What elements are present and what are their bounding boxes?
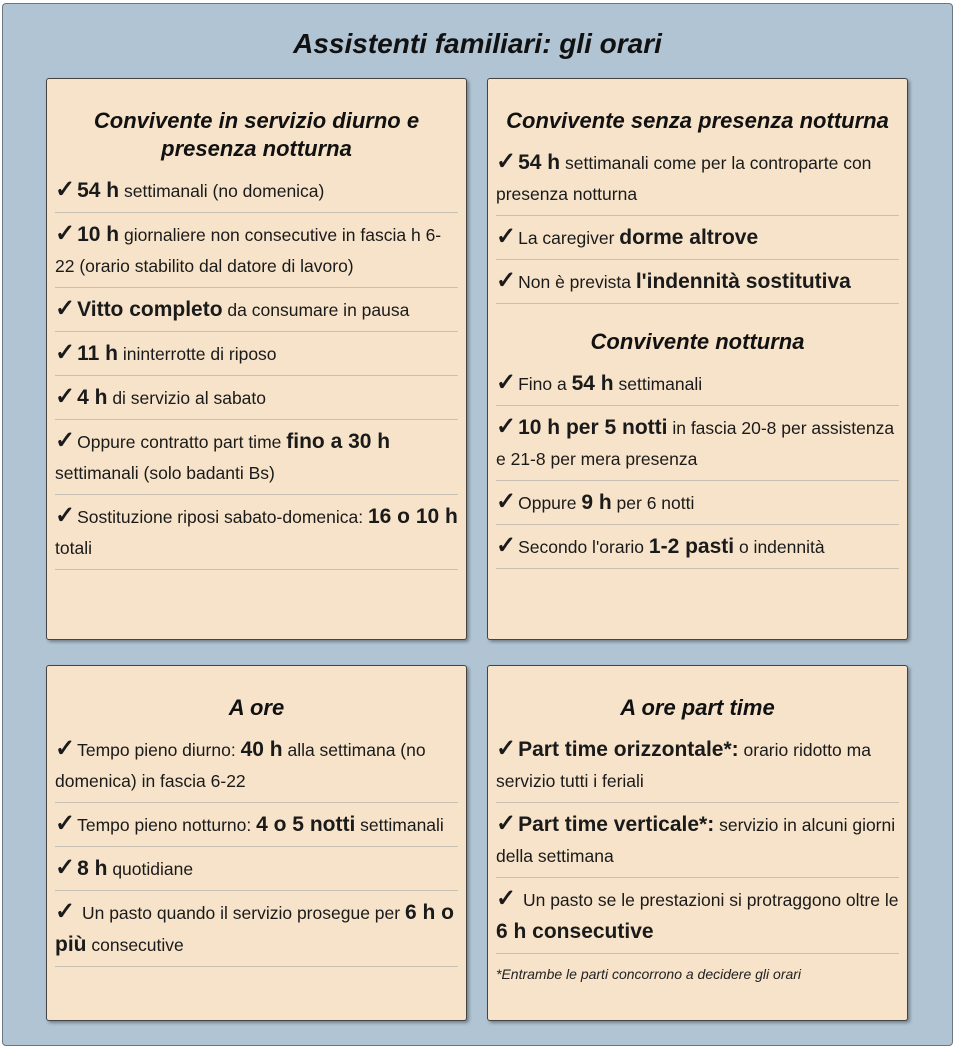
list-item bbox=[496, 481, 899, 525]
list-item bbox=[55, 376, 458, 420]
check-icon: ✓ bbox=[55, 810, 76, 837]
item-emphasis: Part time verticale*: bbox=[518, 813, 715, 836]
item-emphasis: 54 h bbox=[571, 372, 614, 395]
item-text: Tempo pieno notturno: bbox=[77, 815, 257, 835]
list-item bbox=[496, 406, 899, 481]
item-emphasis: fino a 30 h bbox=[286, 430, 391, 453]
list-item bbox=[496, 525, 899, 569]
item-list bbox=[55, 728, 458, 967]
panel-subtitle: Convivente notturna bbox=[590, 329, 805, 354]
check-icon: ✓ bbox=[496, 488, 517, 515]
panel-title: Convivente in servizio diurno e presenza notturna bbox=[93, 108, 420, 161]
list-item bbox=[55, 169, 458, 213]
check-icon: ✓ bbox=[55, 898, 76, 925]
item-emphasis: 6 h o più bbox=[55, 901, 454, 956]
item-list bbox=[496, 141, 899, 304]
list-item bbox=[496, 803, 899, 878]
item-emphasis: 6 h consecutive bbox=[496, 920, 654, 943]
item-emphasis: 10 h bbox=[77, 223, 120, 246]
page-title: Assistenti familiari: gli orari bbox=[293, 28, 662, 59]
item-text: servizio in alcuni giorni della settimana bbox=[496, 815, 896, 866]
item-emphasis: 4 h bbox=[77, 386, 108, 409]
check-icon: ✓ bbox=[55, 339, 76, 366]
list-item bbox=[55, 891, 458, 967]
panel-a-ore bbox=[46, 665, 467, 1021]
item-text: quotidiane bbox=[107, 859, 194, 879]
item-text: Oppure contratto part time bbox=[77, 432, 287, 452]
list-item bbox=[55, 803, 458, 847]
item-text: settimanali bbox=[613, 374, 703, 394]
check-icon: ✓ bbox=[496, 369, 517, 396]
panel-title: Convivente senza presenza notturna bbox=[506, 108, 889, 133]
item-text: giornaliere non consecutive in fascia h 6-22 (orario stabilito dal datore di lavoro) bbox=[55, 225, 442, 276]
item-text: Un pasto se le prestazioni si protraggono oltre le bbox=[518, 890, 899, 910]
item-text: in fascia 20-8 per assistenza e 21-8 per mera presenza bbox=[496, 418, 895, 469]
list-item bbox=[496, 216, 899, 260]
item-text: Tempo pieno diurno: bbox=[77, 740, 241, 760]
list-item bbox=[496, 878, 899, 954]
item-text: Non è prevista bbox=[518, 272, 636, 292]
item-emphasis: Part time orizzontale*: bbox=[518, 738, 739, 761]
item-emphasis: 16 o 10 h bbox=[367, 505, 458, 528]
item-emphasis: 54 h bbox=[518, 151, 561, 174]
item-emphasis: 1-2 pasti bbox=[648, 535, 735, 558]
footnote: *Entrambe le parti concorrono a decidere gli orari bbox=[496, 966, 802, 982]
panel-convivente-senza-notte bbox=[487, 78, 908, 640]
item-text: settimanali bbox=[355, 815, 444, 835]
item-text: Oppure bbox=[518, 493, 582, 513]
list-item bbox=[55, 847, 458, 891]
panel-title: A ore bbox=[228, 695, 285, 720]
check-icon: ✓ bbox=[55, 176, 76, 203]
item-emphasis: 40 h bbox=[240, 738, 283, 761]
item-emphasis: l'indennità sostitutiva bbox=[635, 270, 851, 293]
check-icon: ✓ bbox=[55, 854, 76, 881]
item-emphasis: 54 h bbox=[77, 179, 120, 202]
item-text: settimanali (solo badanti Bs) bbox=[55, 463, 275, 483]
item-list bbox=[55, 169, 458, 570]
item-text: alla settimana (no domenica) in fascia 6-22 bbox=[55, 740, 426, 791]
list-item bbox=[55, 288, 458, 332]
item-text: ininterrotte di riposo bbox=[117, 344, 277, 364]
list-item bbox=[55, 728, 458, 803]
list-item bbox=[55, 332, 458, 376]
item-list bbox=[496, 362, 899, 569]
check-icon: ✓ bbox=[496, 267, 517, 294]
check-icon: ✓ bbox=[496, 885, 517, 912]
item-text: Un pasto quando il servizio prosegue per bbox=[77, 903, 405, 923]
list-item bbox=[55, 213, 458, 288]
check-icon: ✓ bbox=[55, 383, 76, 410]
check-icon: ✓ bbox=[55, 427, 76, 454]
check-icon: ✓ bbox=[496, 532, 517, 559]
item-text: settimanali (no domenica) bbox=[119, 181, 325, 201]
list-item bbox=[496, 728, 899, 803]
item-text: o indennità bbox=[734, 537, 825, 557]
item-emphasis: 11 h bbox=[77, 342, 118, 365]
item-text: La caregiver bbox=[518, 228, 620, 248]
item-text: Sostituzione riposi sabato-domenica: bbox=[77, 507, 368, 527]
check-icon: ✓ bbox=[55, 735, 76, 762]
item-text: consecutive bbox=[86, 935, 184, 955]
list-item bbox=[55, 420, 458, 495]
item-emphasis: Vitto completo bbox=[77, 298, 223, 321]
check-icon: ✓ bbox=[496, 735, 517, 762]
check-icon: ✓ bbox=[55, 220, 76, 247]
item-text: totali bbox=[55, 538, 92, 558]
list-item bbox=[496, 260, 899, 304]
item-text: settimanali come per la controparte con presenza notturna bbox=[496, 153, 872, 204]
item-emphasis: dorme altrove bbox=[619, 226, 759, 249]
item-text: da consumare in pausa bbox=[222, 300, 410, 320]
panel-a-ore-part-time bbox=[487, 665, 908, 1021]
check-icon: ✓ bbox=[55, 502, 76, 529]
panel-title: A ore part time bbox=[620, 695, 775, 720]
check-icon: ✓ bbox=[496, 148, 517, 175]
item-emphasis: 10 h per 5 notti bbox=[518, 416, 668, 439]
check-icon: ✓ bbox=[496, 810, 517, 837]
check-icon: ✓ bbox=[496, 413, 517, 440]
item-text: Fino a bbox=[518, 374, 572, 394]
check-icon: ✓ bbox=[496, 223, 517, 250]
item-text: per 6 notti bbox=[611, 493, 695, 513]
list-item bbox=[496, 362, 899, 406]
item-text: orario ridotto ma servizio tutti i feriali bbox=[496, 740, 871, 791]
item-text: di servizio al sabato bbox=[107, 388, 267, 408]
list-item bbox=[55, 495, 458, 570]
panel-convivente-diurno bbox=[46, 78, 467, 640]
item-emphasis: 9 h bbox=[581, 491, 612, 514]
item-text: Secondo l'orario bbox=[518, 537, 649, 557]
item-emphasis: 4 o 5 notti bbox=[256, 813, 356, 836]
check-icon: ✓ bbox=[55, 295, 76, 322]
list-item bbox=[496, 141, 899, 216]
item-emphasis: 8 h bbox=[77, 857, 108, 880]
item-list bbox=[496, 728, 899, 954]
